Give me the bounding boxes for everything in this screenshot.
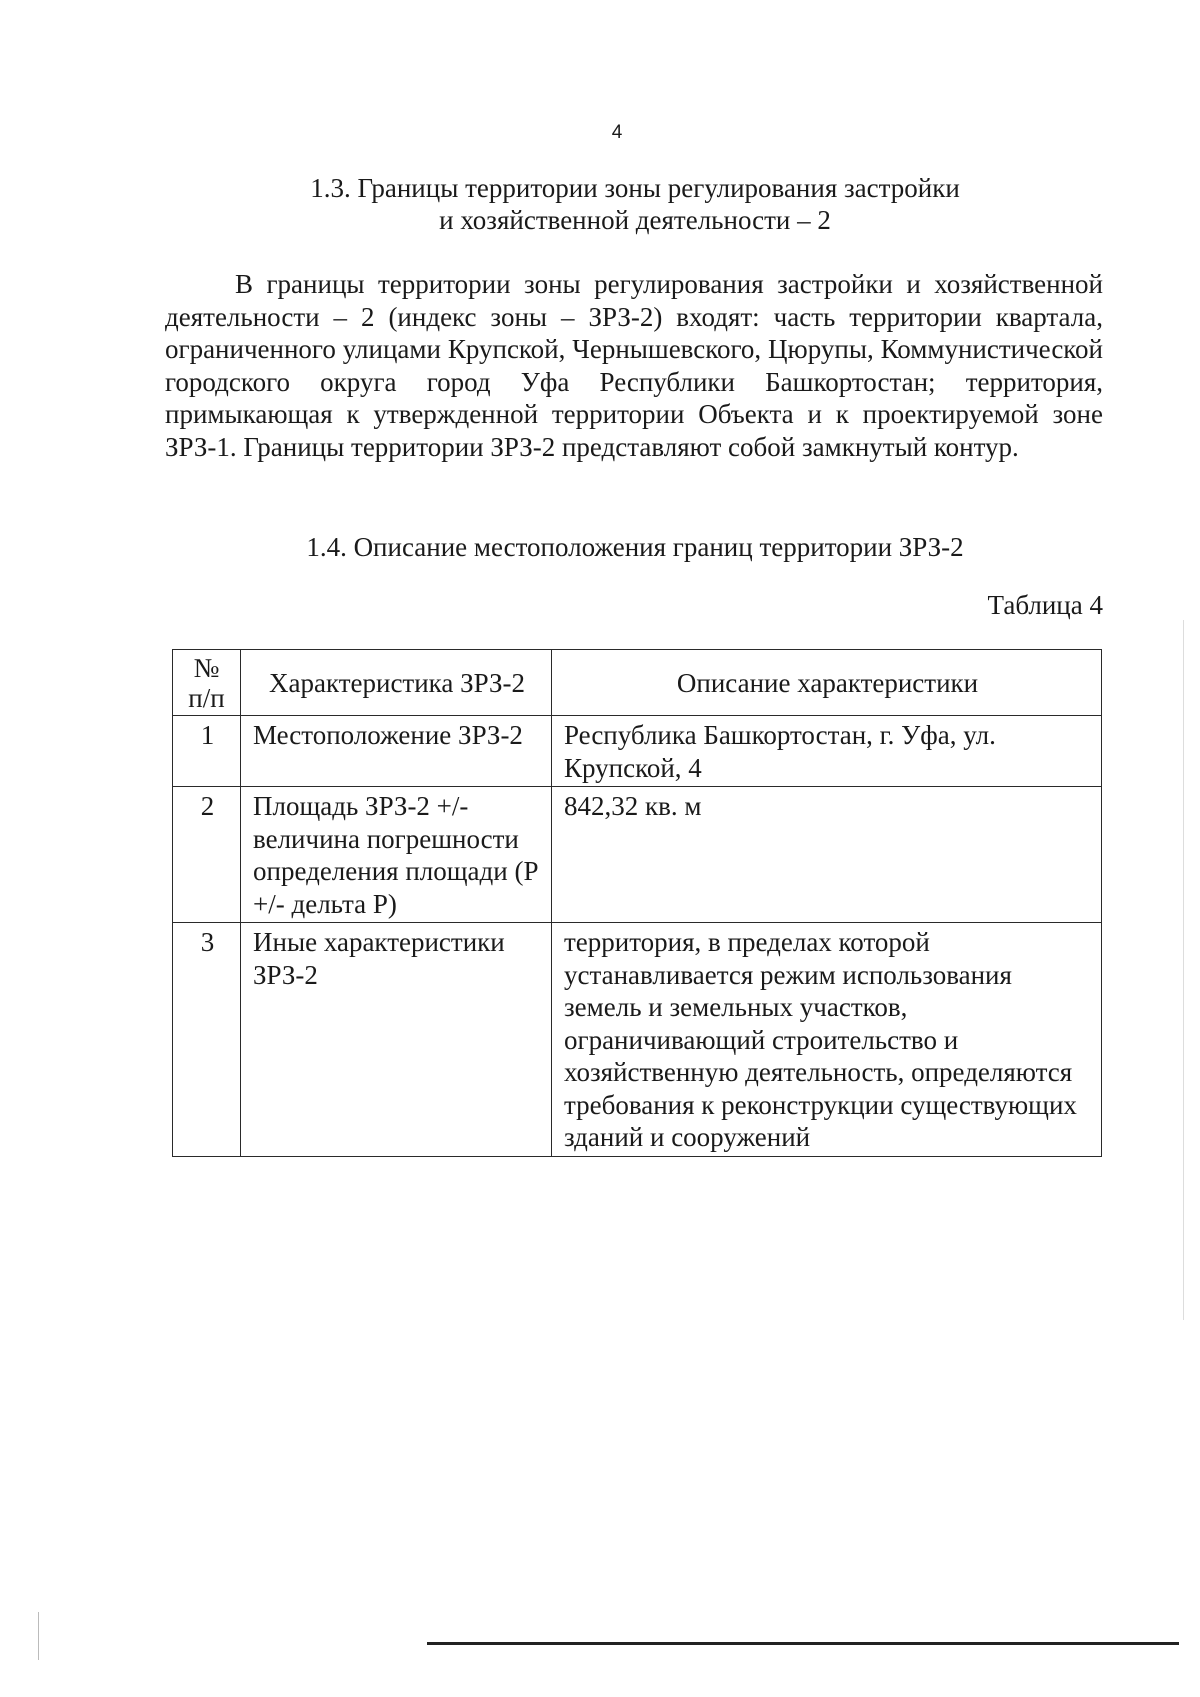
- footer-rule: [427, 1642, 1179, 1645]
- header-characteristic: Характеристика ЗРЗ-2: [241, 650, 552, 716]
- row-number: 3: [173, 923, 241, 1157]
- row-number: 2: [173, 787, 241, 923]
- section-1-3-title: [165, 172, 1105, 236]
- section-1-3-paragraph: В границы территории зоны регулирования застройки и хозяйственной деятельности – 2 (индекс зоны – ЗРЗ-2) входят: часть территории квартала, ограниченного улицами Крупской, Чернышевского, Цюрупы, Коммунистической городского округа город Уфа Республики Башкортостан; территория, примыкающая к утвержденной территории Объекта и к проектируемой зоне ЗРЗ-1. Границы территории ЗРЗ-2 представляют собой замкнутый контур.: [165, 269, 1103, 462]
- row-number: 1: [173, 716, 241, 787]
- table-label: Таблица 4: [987, 590, 1103, 620]
- header-number-pp: п/п: [188, 683, 225, 713]
- section-1-3-title-line1: 1.3. Границы территории зоны регулирования застройки: [310, 173, 960, 203]
- section-1-3-title-line2: и хозяйственной деятельности – 2: [439, 205, 831, 235]
- scan-edge-mark: [1183, 620, 1184, 1320]
- table-row: [173, 787, 1102, 923]
- header-number: [173, 650, 241, 716]
- page-number: 4: [611, 122, 623, 143]
- row-description: Республика Башкортостан, г. Уфа, ул. Крупской, 4: [552, 716, 1102, 787]
- row-characteristic: Площадь ЗРЗ-2 +/- величина погрешности определения площади (Р +/- дельта Р): [241, 787, 552, 923]
- row-characteristic: Местоположение ЗРЗ-2: [241, 716, 552, 787]
- zone-characteristics-table: [172, 649, 1102, 1157]
- row-description: территория, в пределах которой устанавливается режим использования земель и земельных участков, ограничивающий строительство и хозяйственную деятельность, определяются требования к реконструкции существующих зданий и сооружений: [552, 923, 1102, 1157]
- header-description: Описание характеристики: [552, 650, 1102, 716]
- table-row: [173, 923, 1102, 1157]
- row-characteristic: Иные характеристики ЗРЗ-2: [241, 923, 552, 1157]
- table-header-row: [173, 650, 1102, 716]
- section-1-4-title: 1.4. Описание местоположения границ территории ЗРЗ-2: [306, 532, 964, 562]
- scan-edge-mark: [38, 1612, 39, 1660]
- header-number-symbol: №: [193, 653, 220, 683]
- row-description: 842,32 кв. м: [552, 787, 1102, 923]
- table-row: [173, 716, 1102, 787]
